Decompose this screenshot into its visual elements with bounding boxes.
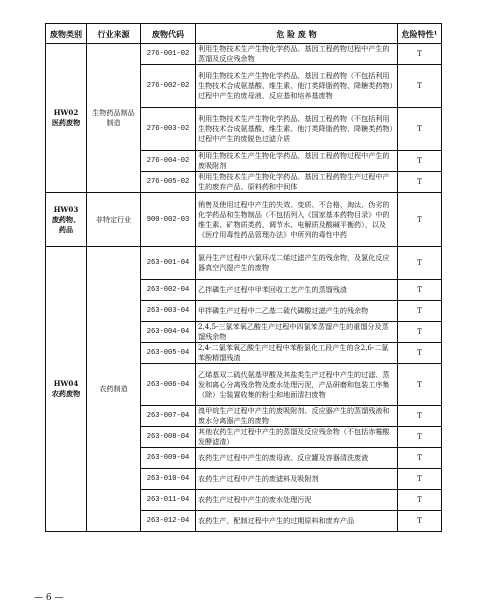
- table-body: [46, 44, 442, 532]
- hazard-property-cell: T: [398, 108, 442, 151]
- page-number: — 6 —: [34, 593, 64, 603]
- table-row: [46, 44, 442, 65]
- header-source: 行业来源: [87, 24, 141, 44]
- hazard-property-cell: T: [398, 469, 442, 490]
- waste-code-cell: 900-002-03: [141, 193, 196, 247]
- waste-code-cell: 276-003-02: [141, 108, 196, 151]
- hazard-property-cell: T: [398, 280, 442, 301]
- waste-description-cell: 销售及使用过程中产生的失效、变质、不合格、淘汰、伪劣的化学药品和生物制品（不包括列入《国家基本药物目录》中的维生素、矿物质类药，调节水、电解质及酸碱平衡药），以及《医疗用毒性药品管理办法》中所列的毒性中药: [196, 193, 398, 247]
- hazard-property-cell: T: [398, 44, 442, 65]
- hazard-property-cell: T: [398, 364, 442, 406]
- table-row: [46, 247, 442, 280]
- industry-source-cell: 农药制造: [87, 247, 141, 532]
- waste-description-cell: 溴甲烷生产过程中产生的废吸附剂、反应器产生的蒸馏残液和废水分离器产生的废物: [196, 406, 398, 427]
- waste-code-cell: 263-006-04: [141, 364, 196, 406]
- hazard-property-cell: T: [398, 511, 442, 532]
- waste-code-cell: 263-011-04: [141, 490, 196, 511]
- waste-code-cell: 263-012-04: [141, 511, 196, 532]
- waste-description-cell: 农药生产、配制过程中产生的过期原料和废弃产品: [196, 511, 398, 532]
- hazard-property-cell: T: [398, 406, 442, 427]
- table-row: [46, 193, 442, 247]
- waste-description-cell: 其他农药生产过程中产生的蒸馏及反应残余物（不包括赤霉酸发酵滤渣）: [196, 427, 398, 448]
- waste-code-cell: 276-004-02: [141, 151, 196, 172]
- waste-description-cell: 2,4-二氯苯氧乙酸生产过程中苯酚氯化工段产生的含2,6-二氯苯酚精馏残渣: [196, 343, 398, 364]
- hazard-property-cell: T: [398, 172, 442, 193]
- industry-source-cell: 生物药品制品 制造: [87, 44, 141, 193]
- waste-code-cell: 263-002-04: [141, 280, 196, 301]
- hazard-property-cell: T: [398, 448, 442, 469]
- header-waste: 危 险 废 物: [196, 24, 398, 44]
- waste-description-cell: 乙烯基双二硫代氨基甲酸及其盐类生产过程中产生的过滤、蒸发和离心分离残余物及废水处理污泥，产品研磨和包装工序集（除）尘装置收集的粉尘和地面清扫废物: [196, 364, 398, 406]
- hazardous-waste-table: [45, 23, 442, 532]
- waste-description-cell: 利用生物技术生产生物化学药品、基因工程药物生产过程中产生的废弃产品、原料药和中间体: [196, 172, 398, 193]
- waste-description-cell: 利用生物技术生产生物化学药品、基因工程药物（不包括利用生物技术合成氨基酸、维生素、他汀类降脂药物、降糖类药物）过程中产生的废脱色过滤介质: [196, 108, 398, 151]
- waste-description-cell: 利用生物技术生产生物化学药品、基因工程药物过程中产生的蒸馏及反应残余物: [196, 44, 398, 65]
- waste-category-cell: HW04 农药废物: [46, 247, 87, 532]
- waste-code-cell: 263-004-04: [141, 322, 196, 343]
- waste-code-cell: 263-001-04: [141, 247, 196, 280]
- waste-description-cell: 农药生产过程中产生的废滤料及吸附剂: [196, 469, 398, 490]
- industry-source-cell: 非特定行业: [87, 193, 141, 247]
- hazard-property-cell: T: [398, 151, 442, 172]
- waste-code-cell: 263-009-04: [141, 448, 196, 469]
- waste-description-cell: 农药生产过程中产生的废母液、反应罐及容器清洗废液: [196, 448, 398, 469]
- header-code: 废物代码: [141, 24, 196, 44]
- hazard-property-cell: T: [398, 490, 442, 511]
- waste-description-cell: 氯丹生产过程中六氯环戊二烯过滤产生的残余物，及氯化反应器真空汽提产生的废物: [196, 247, 398, 280]
- hazard-property-cell: T: [398, 65, 442, 108]
- table-header-row: [46, 24, 442, 44]
- waste-category-cell: HW02 医药废物: [46, 44, 87, 193]
- header-category: 废物类别: [46, 24, 87, 44]
- waste-code-cell: 263-008-04: [141, 427, 196, 448]
- hazard-property-cell: T: [398, 322, 442, 343]
- waste-code-cell: 263-003-04: [141, 301, 196, 322]
- waste-description-cell: 农药生产过程中产生的废水处理污泥: [196, 490, 398, 511]
- hazard-property-cell: T: [398, 427, 442, 448]
- hazard-property-cell: T: [398, 247, 442, 280]
- waste-code-cell: 263-010-04: [141, 469, 196, 490]
- header-property: 危险特性¹: [398, 24, 442, 44]
- waste-description-cell: 甲拌磷生产过程中二乙基二硫代磷酸过滤产生的残余物: [196, 301, 398, 322]
- waste-code-cell: 263-007-04: [141, 406, 196, 427]
- waste-code-cell: 276-002-02: [141, 65, 196, 108]
- waste-description-cell: 乙拌磷生产过程中甲苯回收工艺产生的蒸馏残渣: [196, 280, 398, 301]
- waste-description-cell: 2,4,5-三氯苯氧乙酸生产过程中四氯苯蒸馏产生的重馏分及蒸馏残余物: [196, 322, 398, 343]
- waste-code-cell: 276-005-02: [141, 172, 196, 193]
- waste-category-cell: HW03 废药物、 药品: [46, 193, 87, 247]
- hazard-property-cell: T: [398, 301, 442, 322]
- waste-code-cell: 276-001-02: [141, 44, 196, 65]
- waste-code-cell: 263-005-04: [141, 343, 196, 364]
- waste-description-cell: 利用生物技术生产生物化学药品、基因工程药物过程中产生的废吸附剂: [196, 151, 398, 172]
- hazard-property-cell: T: [398, 343, 442, 364]
- hazard-property-cell: T: [398, 193, 442, 247]
- waste-description-cell: 利用生物技术生产生物化学药品、基因工程药物（不包括利用生物技术合成氨基酸、维生素、他汀类降脂药物、降糖类药物）过程中产生的废母液、反应基和培养基废物: [196, 65, 398, 108]
